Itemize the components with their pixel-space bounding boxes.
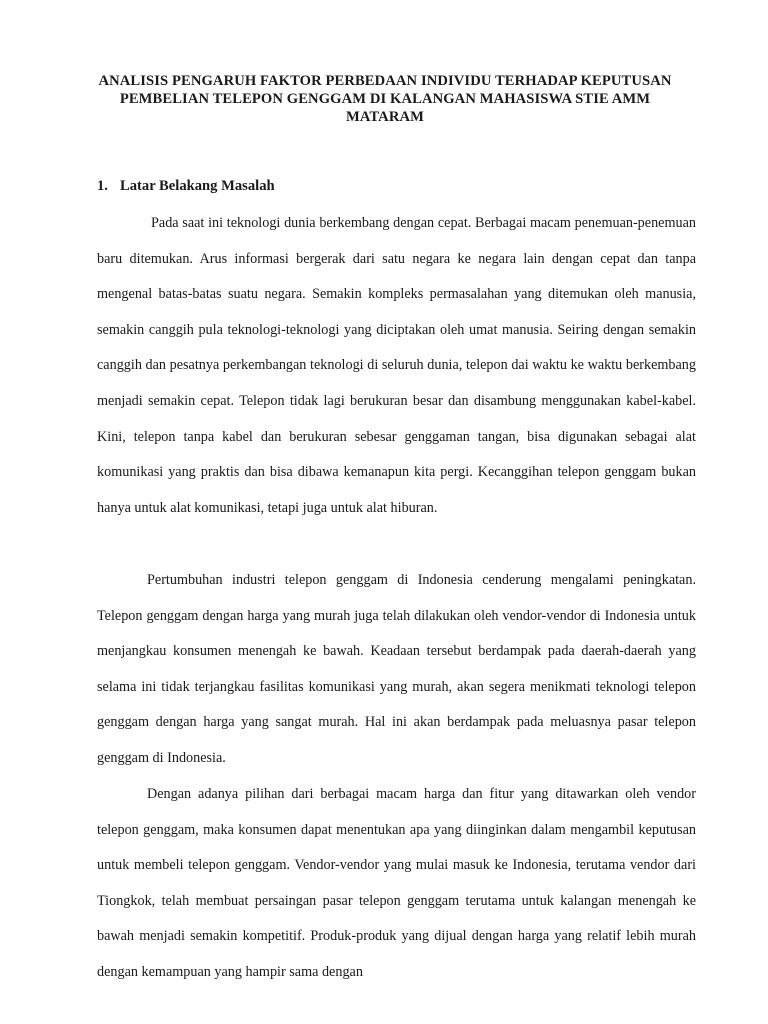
section-heading-text: Latar Belakang Masalah (120, 178, 275, 194)
section-number: 1. (97, 178, 108, 194)
paragraph-2: Pertumbuhan industri telepon genggam di Indonesia cenderung mengalami peningkatan. Telepon genggam dengan harga yang murah juga telah dilakukan oleh vendor-vendor di Indonesia untuk menjangkau konsumen menengah ke bawah. Keadaan tersebut berdampak pada daerah-daerah yang selama ini tidak terjangkau fasilitas komunikasi yang murah, akan segera menikmati teknologi telepon genggam dengan harga yang sangat murah. Hal ini akan berdampak pada meluasnya pasar telepon genggam di Indonesia. (97, 572, 696, 766)
paragraph-3: Dengan adanya pilihan dari berbagai macam harga dan fitur yang ditawarkan oleh vendor telepon genggam, maka konsumen dapat menentukan apa yang diinginkan dalam mengambil keputusan untuk membeli telepon genggam. Vendor-vendor yang mulai masuk ke Indonesia, terutama vendor dari Tiongkok, telah membuat persaingan pasar telepon genggam terutama untuk kalangan menengah ke bawah menjadi semakin kompetitif. Produk-produk yang dijual dengan harga yang relatif lebih murah dengan kemampuan yang hampir sama dengan (97, 786, 696, 980)
document-title: ANALISIS PENGARUH FAKTOR PERBEDAAN INDIVIDU TERHADAP KEPUTUSAN PEMBELIAN TELEPON GENGGAM DI KALANGAN MAHASISWA STIE AMM MATARAM (98, 73, 672, 125)
section-heading (97, 176, 275, 196)
paragraph-1: Pada saat ini teknologi dunia berkembang dengan cepat. Berbagai macam penemuan-penemuan baru ditemukan. Arus informasi bergerak dari satu negara ke negara lain dengan cepat dan tanpa mengenal batas-batas suatu negara. Semakin kompleks permasalahan yang ditemukan oleh manusia, semakin canggih pula teknologi-teknologi yang diciptakan oleh umat manusia. Seiring dengan semakin canggih dan pesatnya perkembangan teknologi di seluruh dunia, telepon dai waktu ke waktu berkembang menjadi semakin cepat. Telepon tidak lagi berukuran besar dan disambung menggunakan kabel-kabel. Kini, telepon tanpa kabel dan berukuran sebesar genggaman tangan, bisa digunakan sebagai alat komunikasi yang praktis dan bisa dibawa kemanapun kita pergi. Kecanggihan telepon genggam bukan hanya untuk alat komunikasi, tetapi juga untuk alat hiburan. (97, 215, 696, 516)
